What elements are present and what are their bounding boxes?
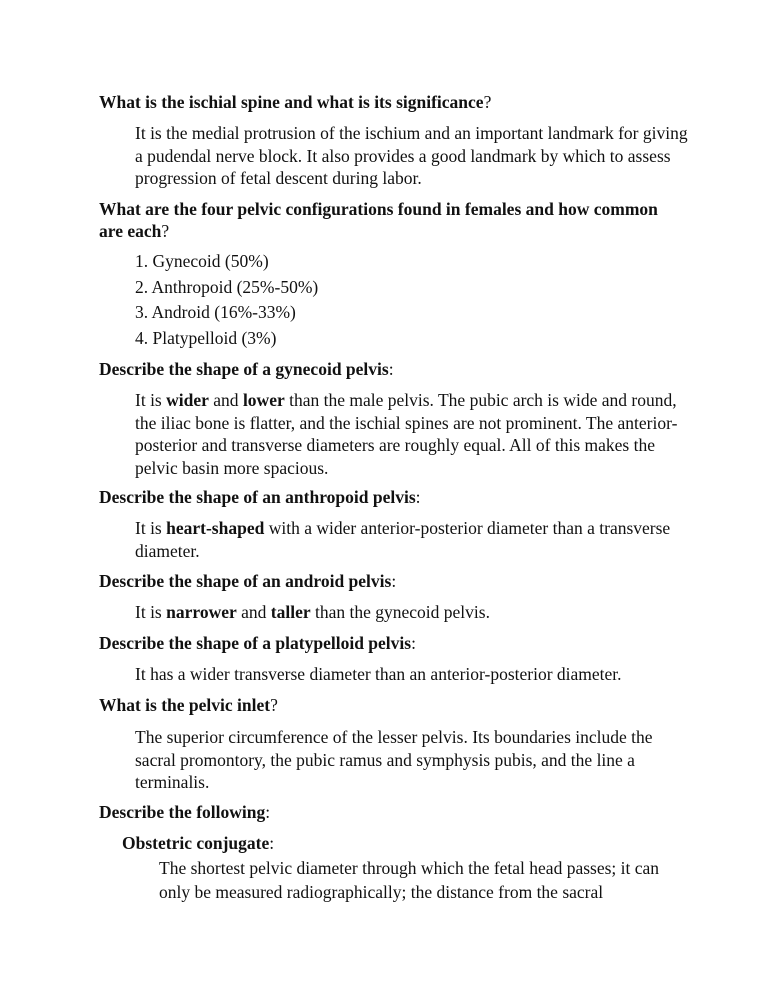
question-gynecoid-pelvis xyxy=(99,358,679,380)
question-punct: : xyxy=(415,487,421,507)
answer-emphasis: narrower xyxy=(166,602,237,622)
question-punct: ? xyxy=(270,695,278,715)
answer-emphasis: heart-shaped xyxy=(166,518,265,538)
question-text: Describe the following xyxy=(99,802,266,822)
answer-text: It is xyxy=(135,602,167,622)
answer-text: It is xyxy=(135,518,167,538)
subheading-text: Obstetric conjugate xyxy=(122,833,270,853)
question-describe-following xyxy=(99,801,679,823)
question-punct: : xyxy=(388,359,394,379)
question-text: What is the pelvic inlet xyxy=(99,695,271,715)
list-item: 1. Gynecoid (50%) xyxy=(135,251,269,271)
question-text: What is the ischial spine and what is its significance xyxy=(99,92,484,112)
list-item: 2. Anthropoid (25%-50%) xyxy=(135,276,319,297)
answer-emphasis: lower xyxy=(242,390,285,410)
question-punct: : xyxy=(265,802,271,822)
answer-emphasis: taller xyxy=(270,602,311,622)
question-punct: ? xyxy=(161,221,170,241)
question-android-pelvis xyxy=(99,570,679,592)
subheading-punct: : xyxy=(269,833,275,853)
answer-text: than the gynecoid pelvis. xyxy=(310,602,490,622)
answer-text: It is xyxy=(135,390,167,410)
answer-pelvic-inlet: The superior circumference of the lesser pelvis. Its boundaries include the sacral promontory, the pubic ramus and symphysis pubis, and the line a terminalis. xyxy=(135,727,653,792)
answer-platypelloid-pelvis: It has a wider transverse diameter than an anterior-posterior diameter. xyxy=(135,664,622,684)
answer-text: than the male pelvis. The pubic arch is wide and round, the iliac bone is flatter, and the ischial spines are not prominent. The anterior-posterior and transverse diameters are roughly equal. All of this makes the pelvic basin more spacious. xyxy=(135,390,678,478)
answer-text: and xyxy=(236,602,271,622)
question-text: Describe the shape of a gynecoid pelvis xyxy=(99,359,389,379)
list-item: 4. Platypelloid (3%) xyxy=(135,327,277,348)
question-platypelloid-pelvis xyxy=(99,632,679,654)
answer-gynecoid-pelvis xyxy=(135,389,695,479)
list-item: 3. Android (16%-33%) xyxy=(135,302,296,322)
question-text: What are the four pelvic configurations found in females and how common are each xyxy=(99,199,658,241)
question-punct: ? xyxy=(483,92,492,112)
question-pelvic-configurations xyxy=(99,198,679,242)
question-text: Describe the shape of an anthropoid pelvis xyxy=(99,487,416,507)
subheading-obstetric-conjugate xyxy=(122,832,274,854)
question-text: Describe the shape of a platypelloid pelvis xyxy=(99,633,412,653)
question-text: Describe the shape of an android pelvis xyxy=(99,571,392,591)
question-punct: : xyxy=(411,633,416,653)
answer-anthropoid-pelvis xyxy=(135,517,695,562)
pelvic-configurations-list xyxy=(135,249,318,351)
question-anthropoid-pelvis xyxy=(99,486,679,508)
answer-obstetric-conjugate: The shortest pelvic diameter through which the fetal head passes; it can only be measured radiographically; the distance from the sacral xyxy=(159,858,660,902)
question-ischial-spine xyxy=(99,91,679,113)
question-punct: : xyxy=(391,571,397,591)
answer-text: and xyxy=(208,390,243,410)
answer-emphasis: wider xyxy=(166,390,209,410)
answer-text: with a wider anterior-posterior diameter than a transverse diameter. xyxy=(135,518,671,561)
answer-android-pelvis xyxy=(135,601,695,624)
answer-ischial-spine: It is the medial protrusion of the ischium and an important landmark for giving a pudendal nerve block. It also provides a good landmark by which to assess progression of fetal descent during labor. xyxy=(135,123,688,188)
question-pelvic-inlet xyxy=(99,694,679,716)
